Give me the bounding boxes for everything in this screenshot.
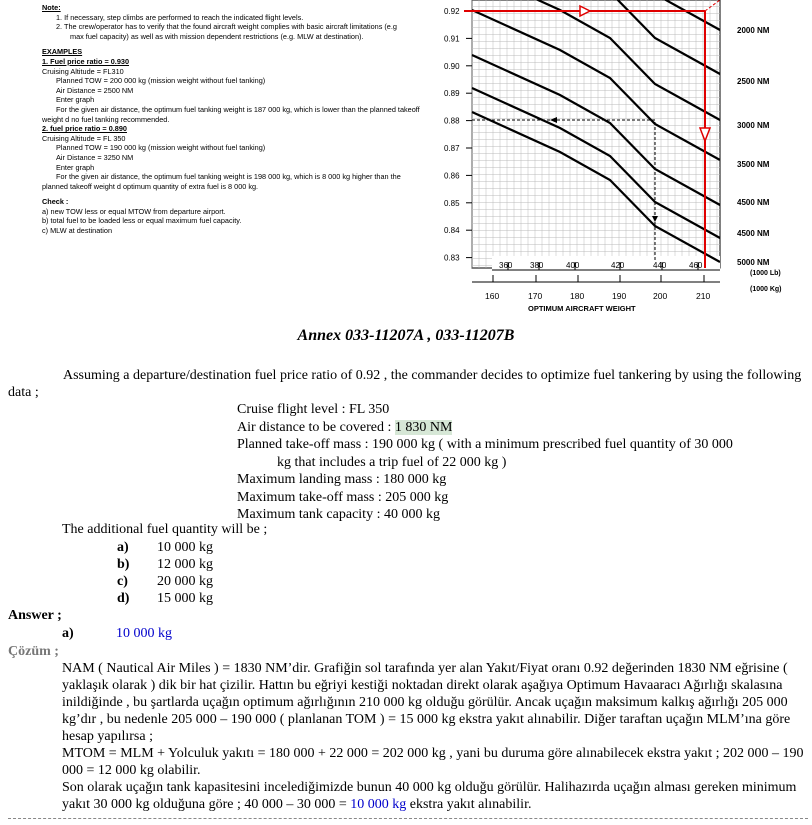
- top-x-tick-label: 420: [611, 261, 625, 270]
- check-title: Check :: [42, 197, 69, 207]
- chart-notes: [42, 3, 427, 236]
- question-text: The additional fuel quantity will be ;: [62, 522, 268, 537]
- y-tick-label: 0.84: [444, 226, 460, 236]
- solution-text: [62, 660, 810, 813]
- example-2-title: 2. fuel price ratio = 0.890: [42, 124, 127, 134]
- given-mlm: Maximum landing mass : 180 000 kg: [237, 472, 447, 487]
- x-axis-label: OPTIMUM AIRCRAFT WEIGHT: [528, 304, 636, 313]
- divider: [8, 818, 808, 819]
- example-2-line: Enter graph: [56, 162, 95, 172]
- y-tick-label: 0.89: [444, 89, 460, 99]
- option-d[interactable]: d) 15 000 kg: [117, 591, 213, 606]
- solution-p2: MTOM = MLM + Yolculuk yakıtı = 180 000 + 22 000 = 202 000 kg , yani bu duruma göre alınabilecek ekstra yakıt ; 202 000 – 190 000 = 12 000 kg olabilir.: [62, 746, 804, 778]
- series-label: 3000 NM: [737, 121, 770, 130]
- example-1-line: weight d no fuel tanking recommended.: [42, 114, 170, 124]
- bottom-x-tick-label: 180: [570, 291, 585, 301]
- example-1-line: For the given air distance, the optimum fuel tanking weight is 187 000 kg, which is lower than the planned takeoff: [56, 104, 420, 114]
- examples-title: EXAMPLES: [42, 47, 83, 57]
- check-line: b) total fuel to be loaded less or equal maximum fuel capacity.: [42, 216, 242, 226]
- top-unit-label: (1000 Lb): [750, 270, 781, 277]
- notes-title: Note:: [42, 3, 61, 12]
- given-mtom: Maximum take-off mass : 205 000 kg: [237, 489, 449, 505]
- answer-heading: Answer ;: [8, 608, 62, 623]
- option-a[interactable]: a) 10 000 kg: [117, 540, 213, 555]
- top-x-tick-label: 360: [499, 261, 513, 270]
- given-tom-cont: kg that includes a trip fuel of 22 000 kg ): [277, 454, 507, 470]
- given-distance: Air distance to be covered : 1 830 NM: [237, 419, 453, 435]
- bottom-x-tick-label: 160: [485, 291, 500, 301]
- example-1-line: Cruising Altitude = FL310: [42, 66, 124, 76]
- top-x-tick-label: 440: [653, 261, 667, 270]
- bottom-x-tick-label: 190: [612, 291, 627, 301]
- series-label: 4500 NM: [737, 229, 770, 238]
- check-line: c) MLW at destination: [42, 226, 113, 236]
- note-2: 2. The crew/operator has to verify that the found aircraft weight complies with basic aircraft limitations (e.g: [56, 22, 397, 32]
- given-tom: Planned take-off mass : 190 000 kg ( with a minimum prescribed fuel quantity of 30 000: [237, 437, 733, 452]
- example-2-line: Cruising Altitude = FL 350: [42, 133, 126, 143]
- y-tick-label: 0.86: [444, 171, 460, 181]
- option-b[interactable]: b) 12 000 kg: [117, 557, 213, 572]
- y-tick-label: 0.91: [444, 34, 460, 44]
- question-intro: Assuming a departure/destination fuel price ratio of 0.92 , the commander decides to optimize fuel tankering by using the following data ;: [8, 368, 802, 400]
- example-2-line: planned takeoff weight d optimum quantity of extra fuel is 8 000 kg.: [42, 181, 259, 191]
- bottom-unit-label: (1000 Kg): [750, 286, 782, 293]
- bottom-x-tick-label: 200: [653, 291, 668, 301]
- top-x-tick-label: 460: [689, 261, 703, 270]
- solution-p1: NAM ( Nautical Air Miles ) = 1830 NM’dir. Grafiğin sol tarafında yer alan Yakıt/Fiyat oranı 0.92 değerinden 1830 NM eğrisine ( yaklaşık olarak ) dik bir hat çizilir. Hattın bu eğriyi kestiği noktadan direkt olarak aşağıya Optimum Havaaracı Ağırlığı skalasına inildiğinde , bu şartlarda uçağın optimum ağırlığının 210 000 kg olduğu görülür. Ancak uçağın maksimum kalkış ağırlığı 205 000 kg’dır , bu nedenle 205 000 – 190 000 ( planlanan TOM ) = 15 000 kg ekstra yakıt alınabilir. Diğer taraftan uçağın MLM’ına göre hesap yapılırsa ;: [62, 661, 791, 744]
- check-line: a) new TOW less or equal MTOW from departure airport.: [42, 206, 226, 216]
- fuel-tankering-chart: [430, 0, 812, 322]
- annex-caption: Annex 033-11207A , 033-11207B: [297, 327, 515, 344]
- example-1-title: 1. Fuel price ratio = 0.930: [42, 56, 129, 66]
- solution-heading: Çözüm ;: [8, 644, 59, 659]
- given-data: [237, 401, 733, 524]
- series-label: 3500 NM: [737, 160, 770, 169]
- example-2-line: Air Distance = 3250 NM: [56, 152, 134, 162]
- y-tick-label: 0.92: [444, 7, 460, 16]
- bottom-x-tick-label: 210: [696, 291, 711, 301]
- plot-frame: [472, 0, 720, 268]
- y-tick-label: 0.90: [444, 61, 460, 71]
- answer: a) 10 000 kg: [62, 626, 172, 641]
- top-x-tick-label: 400: [566, 261, 580, 270]
- example-1-line: Enter graph: [56, 95, 95, 105]
- y-tick-label: 0.85: [444, 198, 460, 208]
- y-tick-label: 0.83: [444, 253, 460, 263]
- solution-p3: Son olarak uçağın tank kapasitesini incelediğimizde bunun 40 000 kg olduğu görülür. Halihazırda uçağın alması gereken minimum yakıt 30 000 kg olduğuna göre ; 40 000 – 30 000 = 10 000 kg ekstra yakıt alınabilir.: [62, 780, 797, 812]
- example-2-line: Planned TOW = 190 000 kg (mission weight without fuel tanking): [56, 143, 266, 153]
- option-c[interactable]: c) 20 000 kg: [117, 574, 213, 589]
- bottom-x-tick-label: 170: [528, 291, 543, 301]
- series-label: 4500 NM: [737, 198, 770, 207]
- example-1-line: Air Distance = 2500 NM: [56, 85, 134, 95]
- top-axis-band: [492, 256, 720, 270]
- example-2-line: For the given air distance, the optimum fuel tanking weight is 198 000 kg, which is 8 000 kg higher than the: [56, 172, 401, 182]
- note-2-cont: max fuel capacity) as well as with mission dependent restrictions (e.g. MLW at destination).: [70, 31, 364, 41]
- y-tick-label: 0.87: [444, 144, 460, 153]
- series-label: 2500 NM: [737, 77, 770, 86]
- example-1-line: Planned TOW = 200 000 kg (mission weight without fuel tanking): [56, 76, 266, 86]
- given-tank: Maximum tank capacity : 40 000 kg: [237, 507, 440, 522]
- top-x-tick-label: 380: [530, 261, 544, 270]
- distance-highlight: 1 830 NM: [394, 419, 453, 435]
- series-label: 5000 NM: [737, 258, 770, 267]
- given-flight-level: Cruise flight level : FL 350: [237, 402, 390, 417]
- y-tick-label: 0.88: [444, 116, 460, 126]
- series-label: 2000 NM: [737, 26, 770, 35]
- note-1: 1. If necessary, step climbs are performed to reach the indicated flight levels.: [56, 12, 304, 22]
